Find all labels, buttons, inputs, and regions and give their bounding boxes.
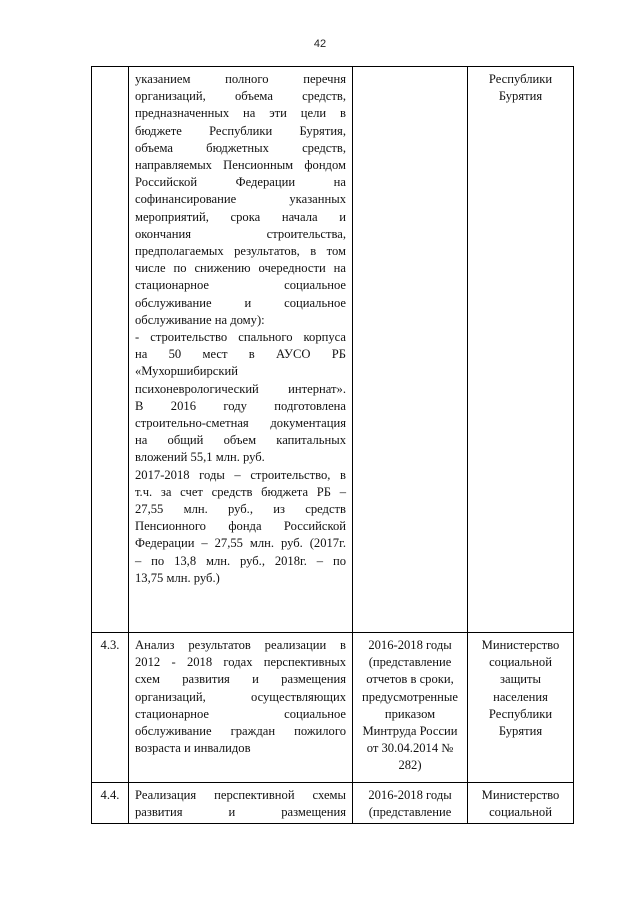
deadline-line: предусмотренные	[362, 689, 458, 704]
description-line: окончания строительства,	[135, 226, 346, 241]
description-line: 2017-2018 годы – строительство, в	[135, 467, 346, 482]
deadline-cell	[353, 633, 468, 783]
description-line: на общий объем капитальных	[135, 433, 346, 448]
description-line: Анализ результатов реализации в	[135, 638, 346, 652]
description-line: – по 13,8 млн. руб., 2018г. – по	[135, 553, 346, 568]
description-line: 2012 - 2018 годах перспективных	[135, 655, 346, 670]
description-line: Пенсионного фонда Российской	[135, 519, 346, 534]
deadline-line: отчетов в сроки,	[366, 672, 454, 687]
measure-description-cell	[129, 67, 353, 633]
description-line: обслуживание на дому):	[135, 312, 265, 327]
description-line: предназначенных на эти цели в	[135, 106, 346, 121]
description-line: схем развития и размещения	[135, 672, 346, 687]
description-line: предполагаемых результатов, в том	[135, 244, 346, 259]
executor-line: Бурятия	[498, 89, 543, 104]
measure-description-cell	[129, 633, 353, 783]
description-line: психоневрологический интернат».	[135, 381, 346, 396]
responsible-executor-cell	[468, 783, 574, 824]
description-line: 27,55 млн. руб., из средств	[135, 502, 346, 517]
description-line: «Мухоршибирский	[135, 364, 238, 379]
description-line: Реализация перспективной схемы	[135, 788, 346, 802]
deadline-cell	[353, 67, 468, 633]
description-line: организаций, объема средств,	[135, 89, 346, 104]
executor-line: Бурятия	[498, 724, 543, 739]
executor-line: Министерство	[481, 638, 560, 652]
responsible-executor-cell	[468, 633, 574, 783]
deadline-line: Минтруда России	[362, 724, 458, 739]
description-line: указанием полного перечня	[135, 72, 346, 86]
page-number: 42	[313, 38, 327, 50]
description-line: на 50 мест в АУСО РБ	[135, 347, 346, 362]
deadline-line: 282)	[398, 758, 422, 773]
deadline-cell	[353, 783, 468, 824]
description-line: объема бюджетных средств,	[135, 140, 346, 155]
measure-description-cell	[129, 783, 353, 824]
description-line: 13,75 млн. руб.)	[135, 570, 220, 585]
item-number-cell: 4.3.	[92, 633, 129, 783]
executor-line: защиты	[500, 672, 541, 687]
description-line: Российской Федерации на	[135, 175, 346, 190]
deadline-line: приказом	[384, 706, 436, 721]
description-line: - строительство спального корпуса	[135, 330, 346, 345]
executor-line: Республики	[488, 706, 553, 721]
description-line: направляемых Пенсионным фондом	[135, 158, 346, 173]
description-line: числе по снижению очередности на	[135, 261, 346, 276]
description-line: организаций, осуществляющих	[135, 689, 346, 704]
description-line: бюджете Республики Бурятия,	[135, 123, 346, 138]
deadline-line: 2016-2018 годы	[368, 638, 452, 652]
deadline-line: (представление	[368, 805, 452, 820]
executor-line: социальной	[489, 655, 552, 670]
table-row	[92, 67, 574, 633]
responsible-executor-cell	[468, 67, 574, 633]
measures-table-body	[92, 67, 574, 824]
description-line: возраста и инвалидов	[135, 741, 251, 756]
description-line: софинансирование указанных	[135, 192, 346, 207]
description-line: мероприятий, срока начала и	[135, 209, 346, 224]
description-line: вложений 55,1 млн. руб.	[135, 450, 265, 465]
executor-line: населения	[493, 689, 548, 704]
table-row	[92, 633, 574, 783]
deadline-line: 2016-2018 годы	[368, 788, 452, 802]
description-line: т.ч. за счет средств бюджета РБ –	[135, 484, 346, 499]
executor-line: Республики	[488, 72, 553, 86]
table-row	[92, 783, 574, 824]
deadline-line: (представление	[368, 655, 452, 670]
measures-table	[91, 66, 574, 824]
description-line: обслуживание и социальное	[135, 295, 346, 310]
description-line: Федерации – 27,55 млн. руб. (2017г.	[135, 536, 346, 551]
description-line: стационарное социальное	[135, 706, 346, 721]
description-line: строительно-сметная документация	[135, 416, 346, 431]
executor-line: социальной	[489, 805, 552, 820]
description-line: обслуживание граждан пожилого	[135, 724, 346, 739]
description-line: развития и размещения	[135, 805, 346, 820]
item-number-cell: 4.4.	[92, 783, 129, 824]
deadline-line: от 30.04.2014 №	[366, 741, 454, 756]
executor-line: Министерство	[481, 788, 560, 802]
description-line: стационарное социальное	[135, 278, 346, 293]
item-number-cell	[92, 67, 129, 633]
description-line: В 2016 году подготовлена	[135, 398, 346, 413]
